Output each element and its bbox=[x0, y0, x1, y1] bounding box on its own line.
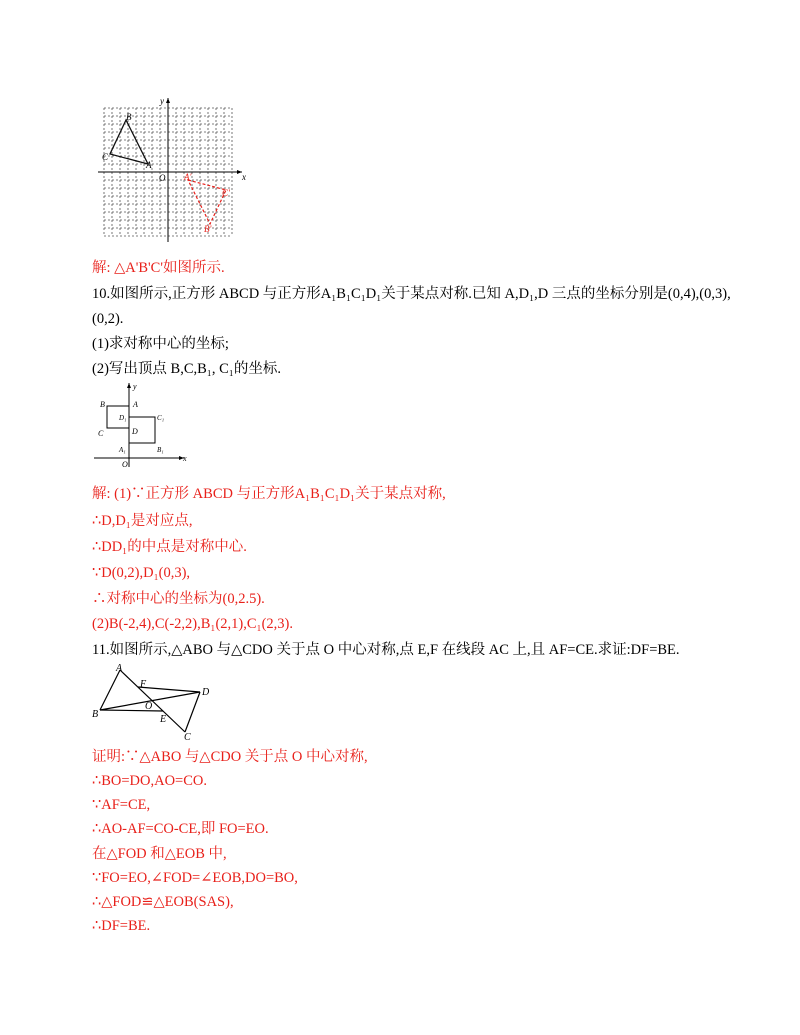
label-a: A bbox=[146, 160, 152, 170]
label-b1: B' bbox=[204, 224, 212, 234]
label-c: C bbox=[184, 732, 191, 742]
label-a: A bbox=[133, 400, 138, 409]
label-d: D bbox=[132, 427, 138, 436]
grid-svg bbox=[96, 94, 256, 244]
question-11: 11.如图所示,△ABO 与△CDO 关于点 O 中心对称,点 E,F 在线段 AC 上,且 AF=CE.求证:DF=BE. bbox=[92, 642, 680, 658]
proof-11-line3: ∵AF=CE, bbox=[92, 797, 151, 813]
proof-11-line6: ∵FO=EO,∠FOD=∠EOB,DO=BO, bbox=[92, 870, 298, 886]
label-b1: B₁ bbox=[157, 446, 164, 454]
y-axis-label: y bbox=[133, 382, 137, 391]
figure-central-symmetry bbox=[90, 662, 230, 742]
label-a1: A₁ bbox=[119, 446, 126, 454]
label-o: O bbox=[145, 701, 153, 712]
label-d: D bbox=[202, 687, 210, 698]
proof-11-line4: ∴AO-AF=CO-CE,即 FO=EO. bbox=[92, 821, 269, 837]
label-a: A bbox=[116, 663, 123, 674]
proof-11-line7: ∴△FOD≌△EOB(SAS), bbox=[92, 894, 234, 910]
proof-11-line5: 在△FOD 和△EOB 中, bbox=[92, 846, 227, 862]
answer-10-line1: 解: (1)∵正方形 ABCD 与正方形A₁B₁C₁D₁关于某点对称, bbox=[92, 486, 446, 502]
triangle-a1b1c1 bbox=[188, 180, 226, 224]
question-10-line2: (0,2). bbox=[92, 311, 124, 327]
squares-svg bbox=[92, 381, 192, 469]
proof-11-line1: 证明:∵△ABO 与△CDO 关于点 O 中心对称, bbox=[92, 749, 368, 765]
x-axis-label: x bbox=[183, 454, 187, 463]
label-c1: C₁ bbox=[157, 414, 165, 422]
answer-10-line5: ∴对称中心的坐标为(0,2.5). bbox=[92, 591, 265, 607]
proof-11-line2: ∴BO=DO,AO=CO. bbox=[92, 773, 208, 789]
answer-10-line6: (2)B(-2,4),C(-2,2),B₁(2,1),C₁(2,3). bbox=[92, 616, 293, 632]
answer-10-line4: ∵D(0,2),D₁(0,3), bbox=[92, 565, 191, 581]
origin-label: O bbox=[159, 173, 166, 183]
origin-label: O bbox=[122, 460, 128, 469]
question-10-part2: (2)写出顶点 B,C,B₁, C₁的坐标. bbox=[92, 361, 281, 377]
symmetry-svg bbox=[90, 662, 230, 742]
y-axis-label: y bbox=[160, 96, 164, 106]
answer-10-line3: ∴DD₁的中点是对称中心. bbox=[92, 539, 247, 555]
label-f: F bbox=[140, 679, 147, 690]
figure-squares bbox=[92, 381, 192, 469]
label-c: C bbox=[102, 152, 109, 162]
x-axis-label: x bbox=[242, 172, 246, 182]
label-c1: C' bbox=[222, 188, 230, 198]
figure-grid-triangles bbox=[96, 94, 256, 244]
label-b: B bbox=[92, 709, 99, 720]
triangle-abc bbox=[110, 120, 148, 164]
answer-10-line2: ∴D,D₁是对应点, bbox=[92, 513, 193, 529]
label-c: C bbox=[98, 429, 104, 438]
label-b: B bbox=[100, 400, 105, 409]
answer-9: 解: △A'B'C'如图所示. bbox=[92, 260, 225, 276]
label-e: E bbox=[160, 714, 167, 725]
proof-11-line8: ∴DF=BE. bbox=[92, 918, 151, 934]
label-a1: A' bbox=[184, 172, 192, 182]
label-b: B bbox=[126, 112, 132, 122]
label-d1: D₁ bbox=[119, 414, 127, 422]
question-10-line1: 10.如图所示,正方形 ABCD 与正方形A₁B₁C₁D₁关于某点对称.已知 A,D₁,D 三点的坐标分别是(0,4),(0,3), bbox=[92, 286, 731, 302]
question-10-part1: (1)求对称中心的坐标; bbox=[92, 336, 229, 352]
